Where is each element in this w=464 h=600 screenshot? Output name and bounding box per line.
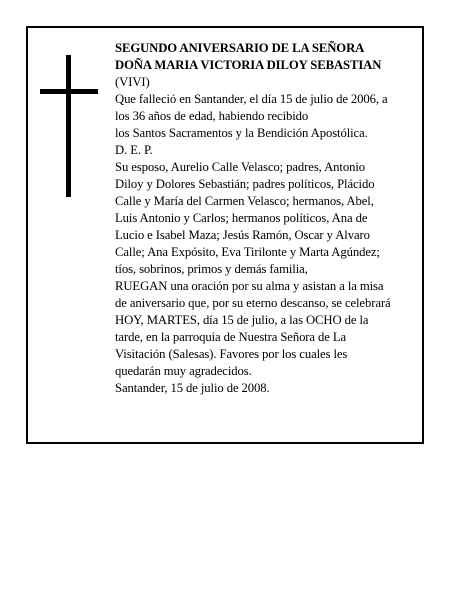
body-line: Su esposo, Aurelio Calle Velasco; padres, Antonio [115, 160, 365, 174]
notice-text [115, 40, 421, 397]
body-line: RUEGAN una oración por su alma y asistan a la misa [115, 279, 384, 293]
obituary-notice [26, 26, 424, 444]
body-line: de aniversario que, por su eterno descanso, se celebrará [115, 296, 391, 310]
body-line: HOY, MARTES, día 15 de julio, a las OCHO de la [115, 313, 369, 327]
cross-horizontal-bar [40, 89, 98, 94]
body-line: tarde, en la parroquia de Nuestra Señora de La [115, 330, 347, 344]
body-line: Visitación (Salesas). Favores por los cuales les [115, 347, 348, 361]
notice-heading-line-1: SEGUNDO ANIVERSARIO DE LA SEÑORA [115, 41, 365, 55]
nickname-line: (VIVI) [115, 75, 150, 89]
date-line: Santander, 15 de julio de 2008. [115, 381, 270, 395]
dep-line: D. E. P. [115, 143, 153, 157]
body-line: Calle y María del Carmen Velasco; hermanos, Abel, [115, 194, 374, 208]
body-line: Que falleció en Santander, el día 15 de julio de 2006, a [115, 92, 388, 106]
body-line: Luis Antonio y Carlos; hermanos políticos, Ana de [115, 211, 368, 225]
body-line: Diloy y Dolores Sebastián; padres políticos, Plácido [115, 177, 375, 191]
body-line: Calle; Ana Expósito, Eva Tirilonte y Marta Agúndez; [115, 245, 380, 259]
body-line: Lucio e Isabel Maza; Jesús Ramón, Oscar y Alvaro [115, 228, 370, 242]
cross-vertical-bar [66, 55, 71, 197]
body-line: tíos, sobrinos, primos y demás familia, [115, 262, 308, 276]
latin-cross-icon [40, 55, 98, 197]
body-line: los Santos Sacramentos y la Bendición Apostólica. [115, 126, 368, 140]
body-line: quedarán muy agradecidos. [115, 364, 252, 378]
notice-heading-line-2: DOÑA MARIA VICTORIA DILOY SEBASTIAN [115, 58, 382, 72]
body-line: los 36 años de edad, habiendo recibido [115, 109, 309, 123]
